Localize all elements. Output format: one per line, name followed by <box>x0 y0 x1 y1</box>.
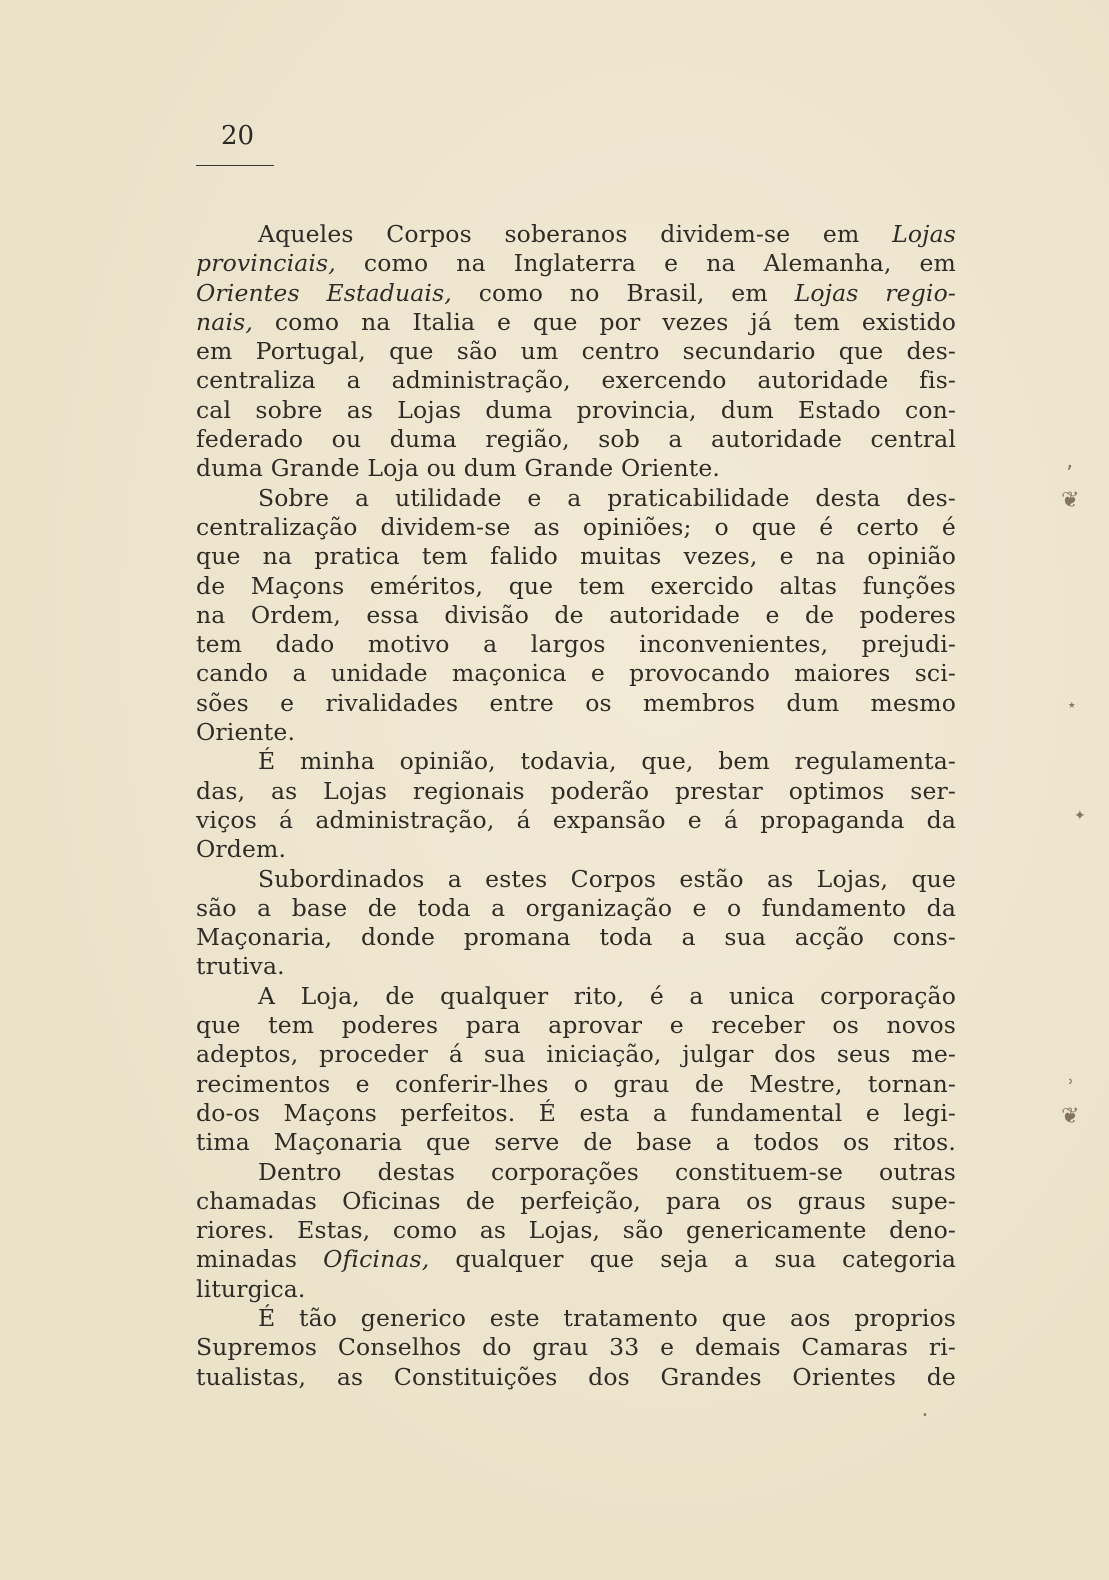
text-run: cal sobre as Lojas duma provincia, dum Estado con- <box>196 395 956 424</box>
text-run: como no Brasil, em <box>451 278 795 307</box>
italic-text-run: Orientes Estaduais, <box>196 278 452 307</box>
text-line <box>196 1245 956 1274</box>
text-run: Supremos Conselhos do grau 33 e demais Camaras ri- <box>196 1333 956 1362</box>
text-run: Aqueles Corpos soberanos dividem-se em <box>258 220 893 248</box>
text-line <box>196 1275 956 1304</box>
margin-stain-mark: ʾ <box>1068 1075 1075 1099</box>
text-line <box>196 718 956 747</box>
text-line <box>196 366 956 395</box>
text-run: qualquer que seja a sua categoria <box>429 1245 956 1274</box>
text-run: das, as Lojas regionais poderão prestar optimos ser- <box>196 776 956 805</box>
text-run: tualistas, as Constituições dos Grandes Orientes de <box>196 1362 956 1391</box>
text-run: são a base de toda a organização e o fundamento da <box>196 893 956 922</box>
text-run: Sobre a utilidade e a praticabilidade desta des- <box>258 483 956 512</box>
text-run: de Maçons eméritos, que tem exercido altas funções <box>196 571 956 600</box>
text-line <box>196 1158 956 1187</box>
text-line <box>196 454 956 483</box>
text-line <box>196 777 956 806</box>
text-run: centralização dividem-se as opiniões; o que é certo é <box>196 512 956 541</box>
text-line <box>196 1011 956 1040</box>
text-run: na Ordem, essa divisão de autoridade e de poderes <box>196 600 956 629</box>
text-line <box>196 1099 956 1128</box>
text-run: chamadas Oficinas de perfeição, para os graus supe- <box>196 1186 956 1215</box>
text-line <box>196 659 956 688</box>
text-line <box>196 396 956 425</box>
margin-stain-mark: ❦ <box>1061 1104 1080 1129</box>
text-line <box>196 572 956 601</box>
text-run: em Portugal, que são um centro secundario que des- <box>196 337 956 366</box>
text-line <box>196 308 956 337</box>
text-line <box>196 1333 956 1362</box>
text-line <box>196 923 956 952</box>
text-run: Dentro destas corporações constituem-se outras <box>258 1157 956 1186</box>
text-run: que tem poderes para aprovar e receber os novos <box>196 1011 956 1040</box>
text-line <box>196 1304 956 1333</box>
text-run: adeptos, proceder á sua iniciação, julgar dos seus me- <box>196 1040 956 1069</box>
text-run: Oriente. <box>196 718 296 747</box>
page-number-rule <box>196 165 274 166</box>
text-run: Subordinados a estes Corpos estão as Lojas, que <box>258 864 956 893</box>
margin-stain-mark: ❦ <box>1061 488 1080 513</box>
text-run: como na Inglaterra e na Alemanha, em <box>335 249 956 278</box>
text-run: federado ou duma região, sob a autoridade central <box>196 425 956 454</box>
text-run: tem dado motivo a largos inconvenientes, prejudi- <box>196 630 956 659</box>
text-run: riores. Estas, como as Lojas, são genericamente deno- <box>196 1216 956 1245</box>
text-line <box>196 220 956 249</box>
text-run: sões e rivalidades entre os membros dum mesmo <box>196 688 956 717</box>
italic-text-run: provinciais, <box>196 249 336 278</box>
text-run: trutiva. <box>196 952 285 981</box>
text-run: como na Italia e que por vezes já tem existido <box>252 307 956 336</box>
text-line <box>196 952 956 981</box>
text-line <box>196 1128 956 1157</box>
body-text <box>196 220 956 1392</box>
text-line <box>196 865 956 894</box>
text-run: tima Maçonaria que serve de base a todos os ritos. <box>196 1128 956 1157</box>
text-line <box>196 425 956 454</box>
text-line <box>196 279 956 308</box>
italic-text-run: nais, <box>196 307 253 336</box>
text-line <box>196 689 956 718</box>
text-run: centraliza a administração, exercendo autoridade fis- <box>196 366 956 395</box>
text-run: A Loja, de qualquer rito, é a unica corporação <box>258 981 956 1010</box>
margin-stain-mark: • <box>922 1410 928 1421</box>
text-run: liturgica. <box>196 1274 306 1303</box>
text-line <box>196 513 956 542</box>
text-run: duma Grande Loja ou dum Grande Oriente. <box>196 454 721 483</box>
text-line <box>196 747 956 776</box>
text-line <box>196 337 956 366</box>
margin-stain-mark: ✦ <box>1074 808 1086 824</box>
italic-text-run: Oficinas, <box>323 1245 430 1274</box>
text-run: Ordem. <box>196 835 287 864</box>
text-run: viços á administração, á expansão e á propaganda da <box>196 805 956 834</box>
text-line <box>196 835 956 864</box>
italic-text-run: Lojas <box>892 220 956 248</box>
text-line <box>196 894 956 923</box>
text-run: cando a unidade maçonica e provocando maiores sci- <box>196 659 956 688</box>
text-line <box>196 982 956 1011</box>
text-line <box>196 249 956 278</box>
margin-stain-mark: ٭ <box>1068 697 1076 713</box>
text-line <box>196 1070 956 1099</box>
text-run: recimentos e conferir-lhes o grau de Mestre, tornan- <box>196 1069 956 1098</box>
italic-text-run: Lojas regio- <box>794 278 956 307</box>
text-run: que na pratica tem falido muitas vezes, e na opinião <box>196 542 956 571</box>
text-line <box>196 1187 956 1216</box>
margin-stain-mark: ʼ <box>1066 462 1073 487</box>
text-line <box>196 601 956 630</box>
text-run: É minha opinião, todavia, que, bem regulamenta- <box>258 747 956 776</box>
text-line <box>196 484 956 513</box>
page-number: 20 <box>221 121 255 151</box>
text-line <box>196 542 956 571</box>
text-line <box>196 630 956 659</box>
text-run: minadas <box>196 1245 324 1274</box>
text-line <box>196 1040 956 1069</box>
text-run: Maçonaria, donde promana toda a sua acção cons- <box>196 923 956 952</box>
text-run: do-os Maçons perfeitos. É esta a fundamental e legi- <box>196 1098 956 1127</box>
text-line <box>196 806 956 835</box>
text-line <box>196 1216 956 1245</box>
text-line <box>196 1363 956 1392</box>
text-run: É tão generico este tratamento que aos proprios <box>258 1303 956 1332</box>
